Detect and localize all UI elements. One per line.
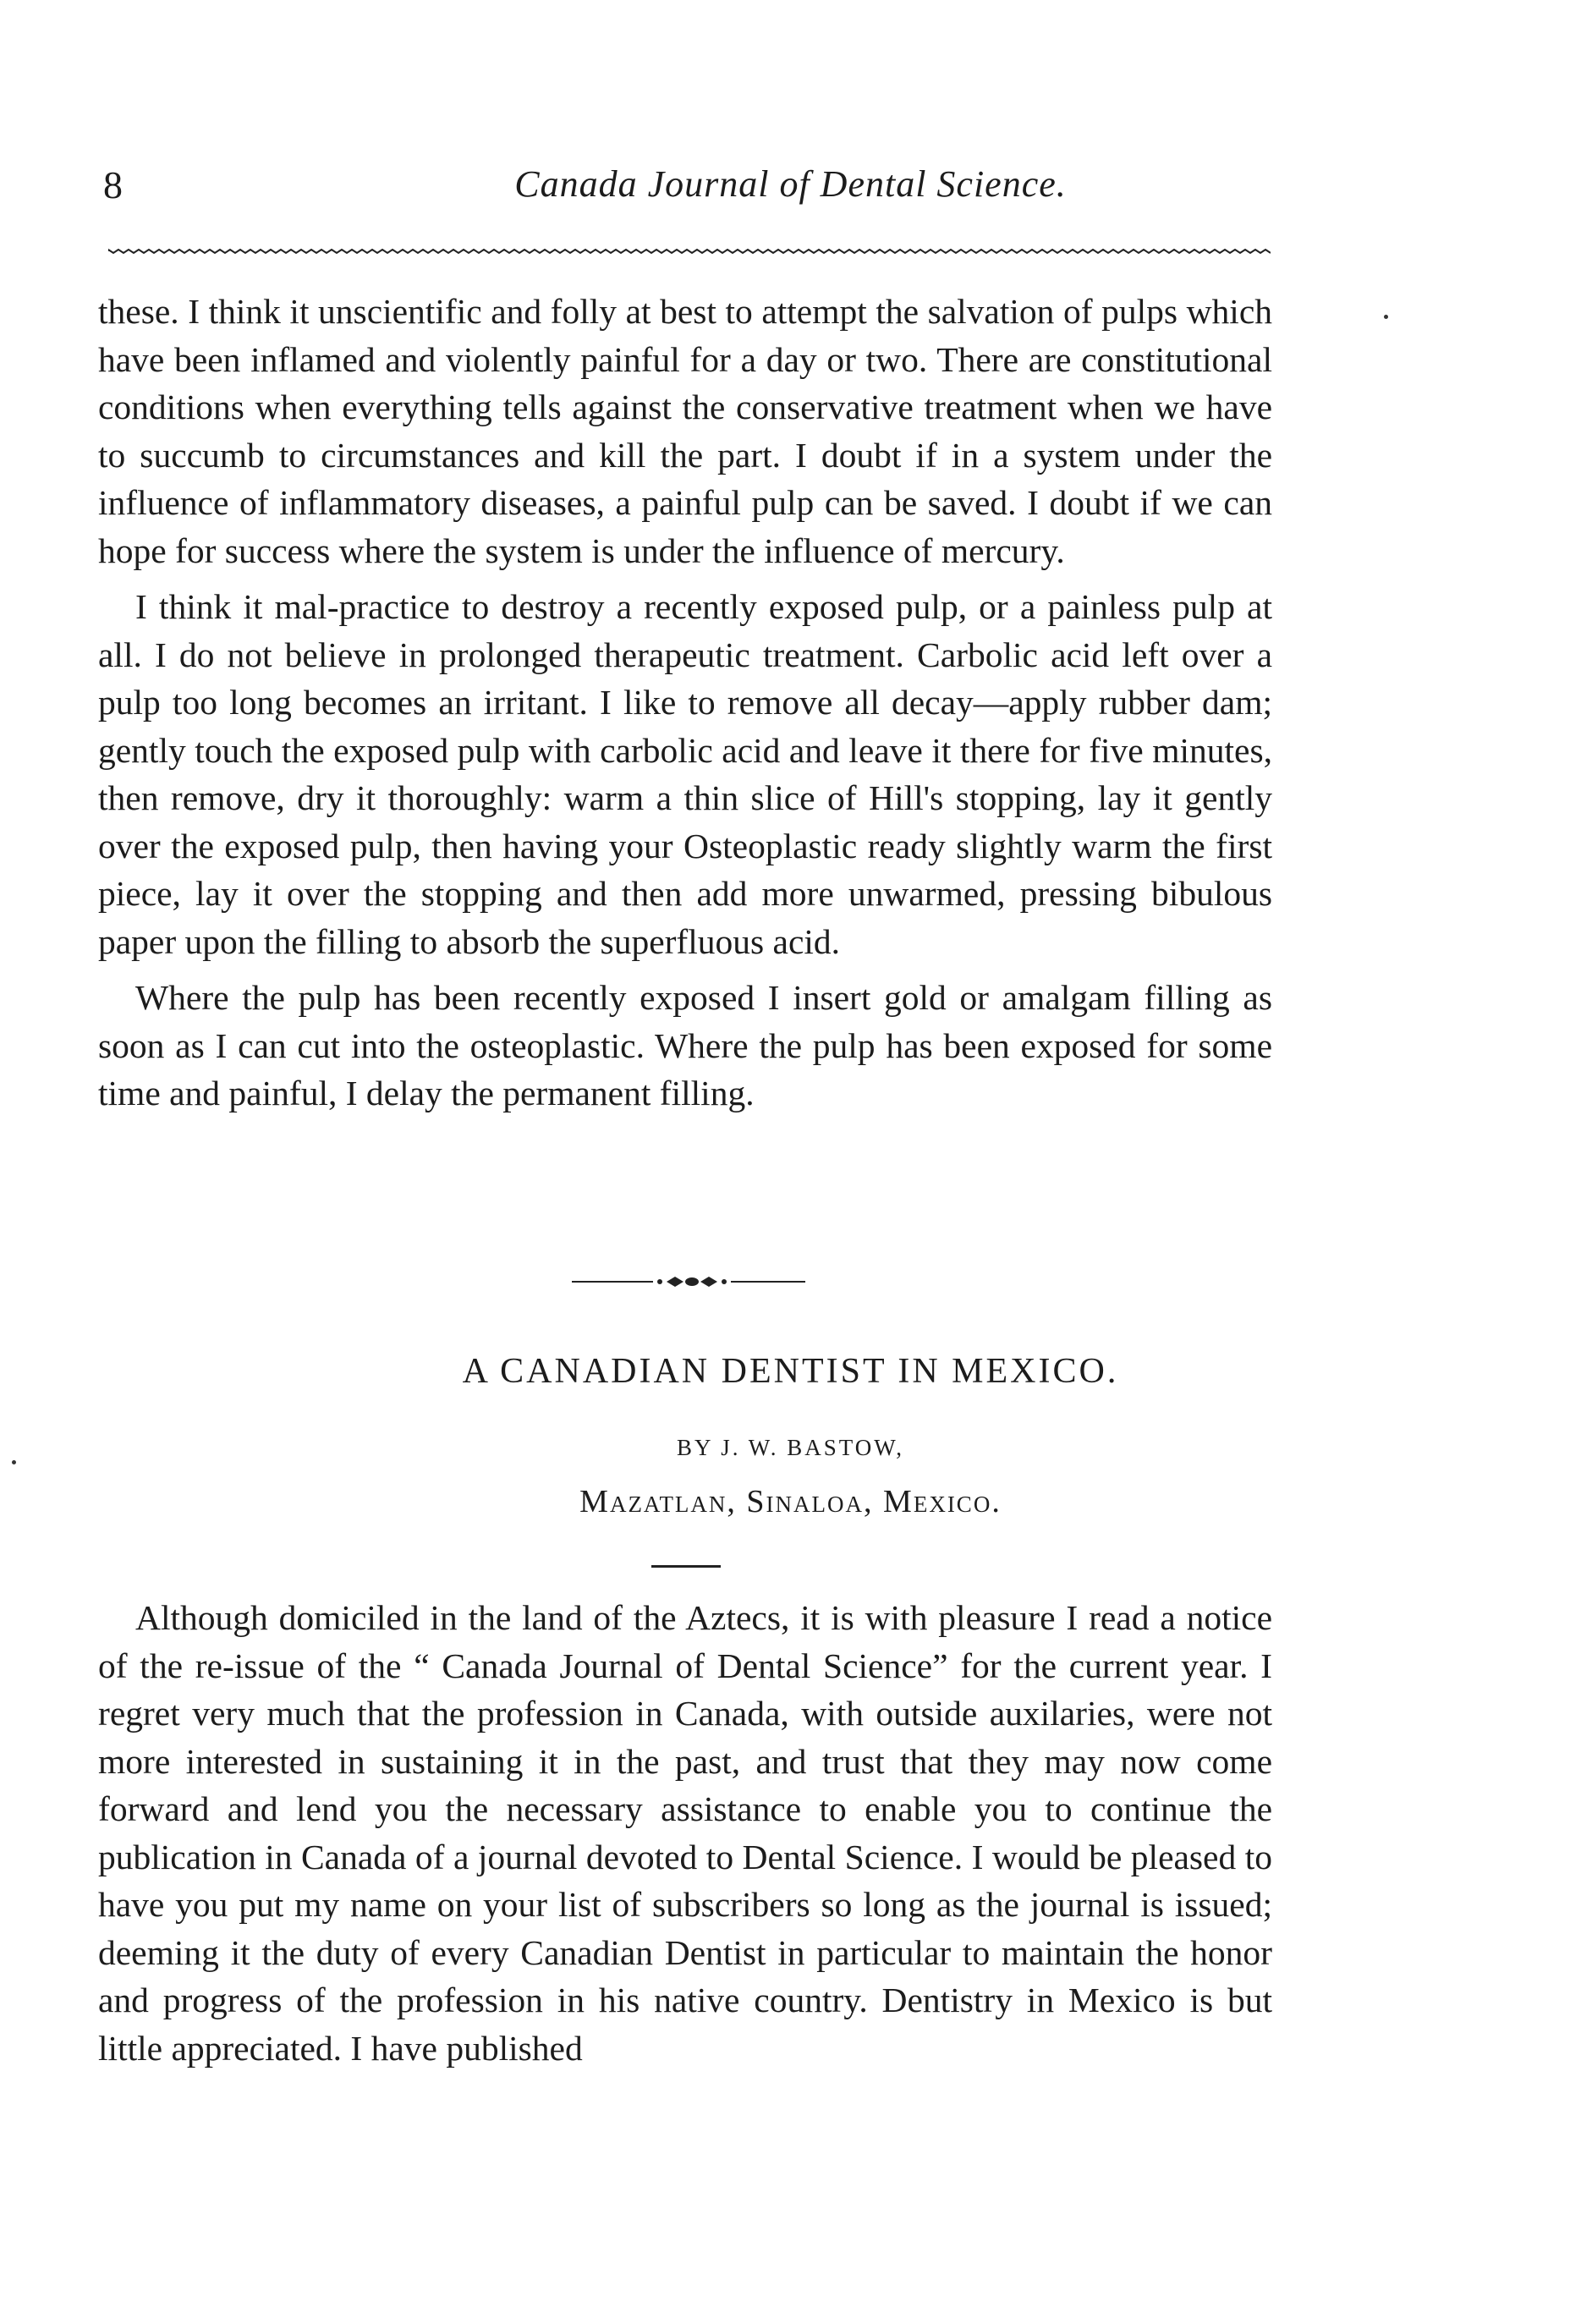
running-title: Canada Journal of Dental Science. [514,163,1067,205]
page-number: 8 [103,163,123,206]
print-speck [1384,315,1388,319]
print-speck [12,1460,16,1464]
header-wavy-rule [108,249,1271,254]
paragraph: I think it mal-practice to destroy a recently exposed pulp, or a painless pulp at all. I do not believe in prolonged therapeutic treatment. Carbolic acid left over a pulp too long becomes an irritant. I like to remove all decay—apply rubber dam; gently touch the exposed pulp with carbolic acid and leave it there for five minutes, then remove, dry it thoroughly: warm a thin slice of Hill's stopping, lay it gently over the exposed pulp, then having your Osteoplastic ready slightly warm the first piece, lay it over the stopping and then add more unwarmed, pressing bibulous paper upon the filling to absorb the superfluous acid. [98,587,1272,961]
paragraph: these. I think it unscientific and folly at best to attempt the salvation of pulps which have been inflamed and violently painful for a day or two. There are constitutional conditions when everything tells against the conservative treatment when we have to succumb to circumstances and kill the part. I doubt if in a system under the influence of inflammatory diseases, a painful pulp can be saved. I doubt if we can hope for success where the system is under the influence of mercury. [98,292,1272,570]
continued-text [98,288,1272,1126]
article-byline: BY J. W. BASTOW, [676,1435,905,1460]
article-location: Mazatlan, Sinaloa, Mexico. [579,1484,1002,1519]
paragraph: Although domiciled in the land of the Aztecs, it is with pleasure I read a notice of the re-issue of the “ Canada Journal of Dental Science” for the current year. I regret very much that the profession in Canada, with outside auxilaries, were not more interested in sustaining it in the past, and trust that they may now come forward and lend you the necessary assistance to enable you to continue the publication in Canada of a journal devoted to Dental Science. I would be pleased to have you put my name on your list of subscribers so long as the journal is issued; deeming it the duty of every Canadian Dentist in particular to maintain the honor and progress of the profession in his native country. Dentistry in Mexico is but little appreciated. I have published [98,1598,1272,2068]
article-body [98,1594,1272,2080]
title-rule [651,1565,721,1568]
article-title: A CANADIAN DENTIST IN MEXICO. [462,1352,1119,1391]
paragraph: Where the pulp has been recently exposed I insert gold or amalgam filling as soon as I can cut into the osteoplastic. Where the pulp has been exposed for some time and painful, I delay the permanent filling. [98,978,1272,1113]
section-divider-ornament [572,1274,805,1289]
